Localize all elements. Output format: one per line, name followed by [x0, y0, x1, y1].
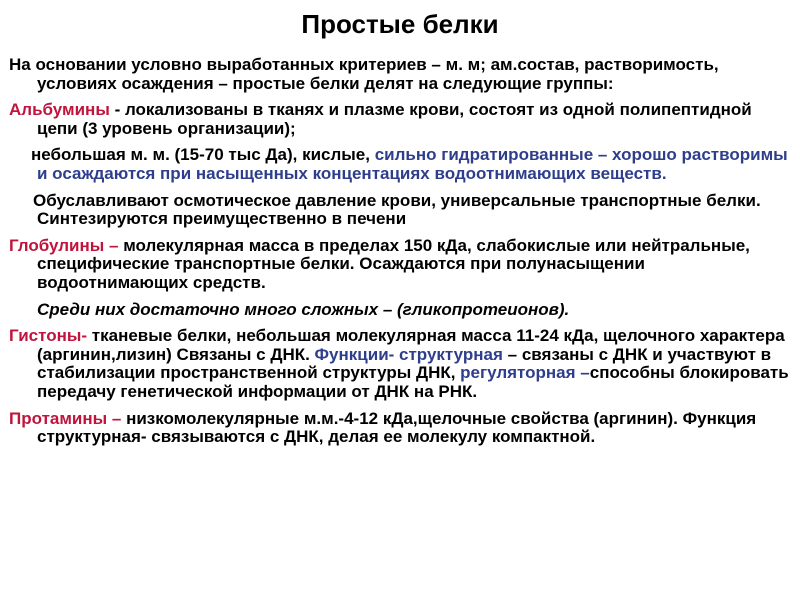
globulins-paragraph	[9, 237, 795, 293]
histones-text-1: тканевые белки, небольшая молекулярная масса 11-24 кДа, щелочного характера (аргинин,лизин) Связаны с ДНК.	[37, 326, 785, 364]
albumins-properties-text: небольшая м. м. (15-70 тыс Да), кислые,	[31, 145, 375, 165]
slide-title: Простые белки	[301, 9, 499, 39]
histones-text-2: – связаны с ДНК и участвуют в стабилизации пространственной структуры ДНК,	[37, 344, 772, 383]
intro-paragraph	[9, 56, 795, 93]
albumins-text: - локализованы в тканях и плазме крови, состоят из одной полипептидной цепи (3 уровень организации);	[37, 100, 752, 138]
protamines-text: низкомолекулярные м.м.-4-12 кДа,щелочные свойства (аргинин). Функция структурная- связываются с ДНК, делая ее молекулу компактной.	[37, 408, 757, 447]
globulins-term: Глобулины –	[9, 235, 119, 255]
globulins-note-text: Среди них достаточно много сложных – (гликопротеионов).	[37, 299, 570, 319]
histones-regulatory-highlight: регуляторная –	[460, 363, 590, 383]
albumins-hydration-highlight: сильно гидратированные – хорошо растворимы и осаждаются при насыщенных концентациях водоотнимающих веществ.	[37, 145, 788, 183]
albumins-paragraph	[9, 101, 795, 138]
protamines-paragraph	[9, 410, 795, 447]
albumins-term: Альбумины	[9, 100, 110, 120]
histones-term: Гистоны-	[9, 326, 88, 346]
globulins-text: молекулярная масса в пределах 150 кДа, слабокислые или нейтральные, специфические транспортные белки. Осаждаются при полунасыщении водоотнимающих средств.	[37, 235, 750, 292]
globulins-note-paragraph	[9, 301, 795, 320]
intro-text: На основании условно выработанных критериев – м. м; ам.состав, растворимость, условиях осаждения – простые белки делят на следующие группы:	[9, 55, 719, 93]
albumins-function-paragraph	[9, 192, 795, 229]
albumins-properties-paragraph	[9, 146, 795, 183]
slide-content	[9, 56, 795, 455]
histones-structural-highlight: Функции- структурная	[314, 344, 503, 364]
protamines-term: Протамины –	[9, 408, 122, 428]
histones-paragraph	[9, 327, 795, 401]
albumins-function-text: Обуславливают осмотическое давление крови, универсальные транспортные белки. Синтезируются преимущественно в печени	[33, 190, 761, 229]
histones-text-3: способны блокировать передачу генетической информации от ДНК на РНК.	[37, 363, 789, 401]
